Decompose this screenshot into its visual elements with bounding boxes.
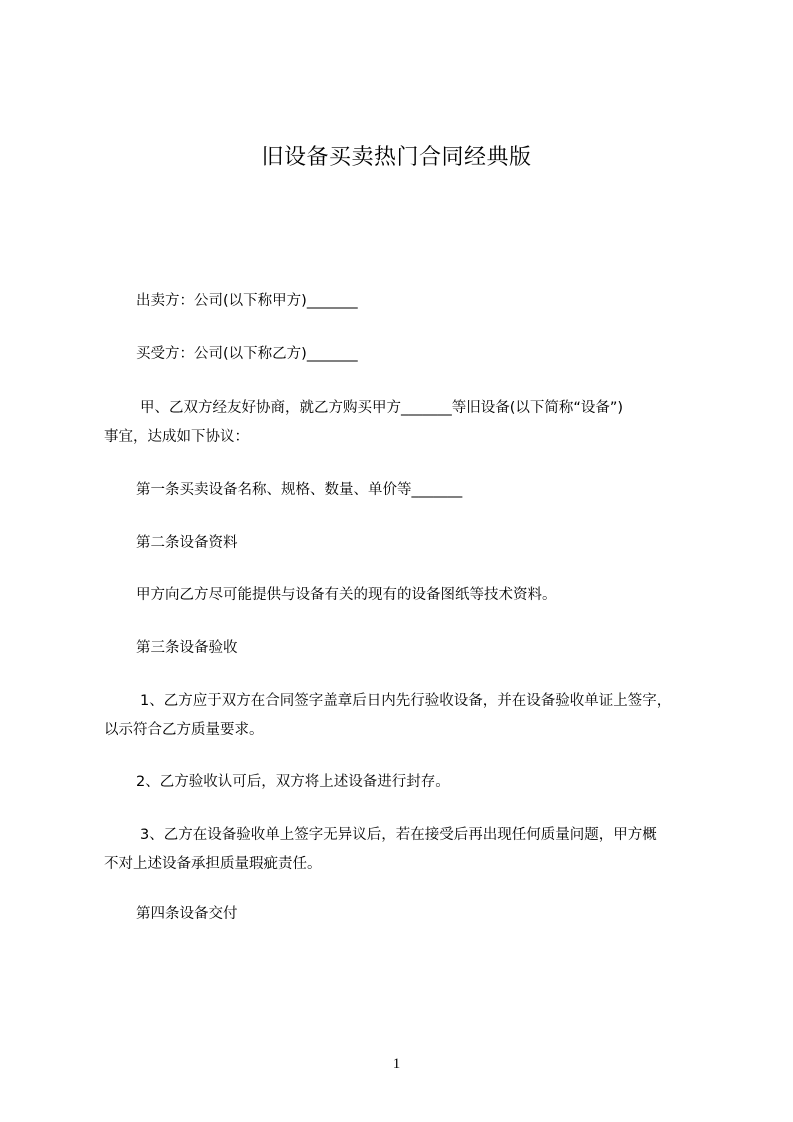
article-2-body [104, 581, 716, 610]
seller-paragraph [104, 287, 716, 316]
preamble-line-2: 事宜，达成如下协议： [104, 429, 249, 445]
seller-line: 出卖方：公司(以下称甲方)_______ [136, 293, 358, 309]
clause-3-line-2: 不对上述设备承担质量瑕疵责任。 [104, 856, 322, 872]
clause-2-line-1: 2、乙方验收认可后，双方将上述设备进行封存。 [136, 774, 450, 790]
clause-1-line-1: 1、乙方应于双方在合同签字盖章后日内先行验收设备，并在设备验收单证上签字， [140, 693, 672, 709]
article-2-heading [104, 529, 716, 558]
article-3-clause-2 [104, 768, 716, 797]
article-2-text: 第二条设备资料 [136, 535, 238, 551]
article-4-heading [104, 900, 716, 929]
clause-1-line-2: 以示符合乙方质量要求。 [104, 722, 264, 738]
document-title: 旧设备买卖热门合同经典版 [261, 145, 532, 170]
article-3-text: 第三条设备验收 [136, 640, 238, 656]
article-3-heading [104, 634, 716, 663]
page-number: 1 [392, 1056, 401, 1072]
article-2-body-text: 甲方向乙方尽可能提供与设备有关的现有的设备图纸等技术资料。 [136, 587, 557, 603]
preamble-line-1: 甲、乙双方经友好协商，就乙方购买甲方_______等旧设备(以下简称“设备”) [140, 400, 624, 416]
article-4-text: 第四条设备交付 [136, 906, 238, 922]
article-3-clause-1 [104, 687, 716, 745]
preamble-paragraph [104, 394, 716, 452]
buyer-line: 买受方：公司(以下称乙方)_______ [136, 346, 358, 362]
article-1-text: 第一条买卖设备名称、规格、数量、单价等_______ [136, 482, 463, 498]
clause-3-line-1: 3、乙方在设备验收单上签字无异议后，若在接受后再出现任何质量问题，甲方概 [140, 827, 657, 843]
article-1-heading [104, 476, 716, 505]
article-3-clause-3 [104, 821, 716, 879]
buyer-paragraph [104, 340, 716, 369]
